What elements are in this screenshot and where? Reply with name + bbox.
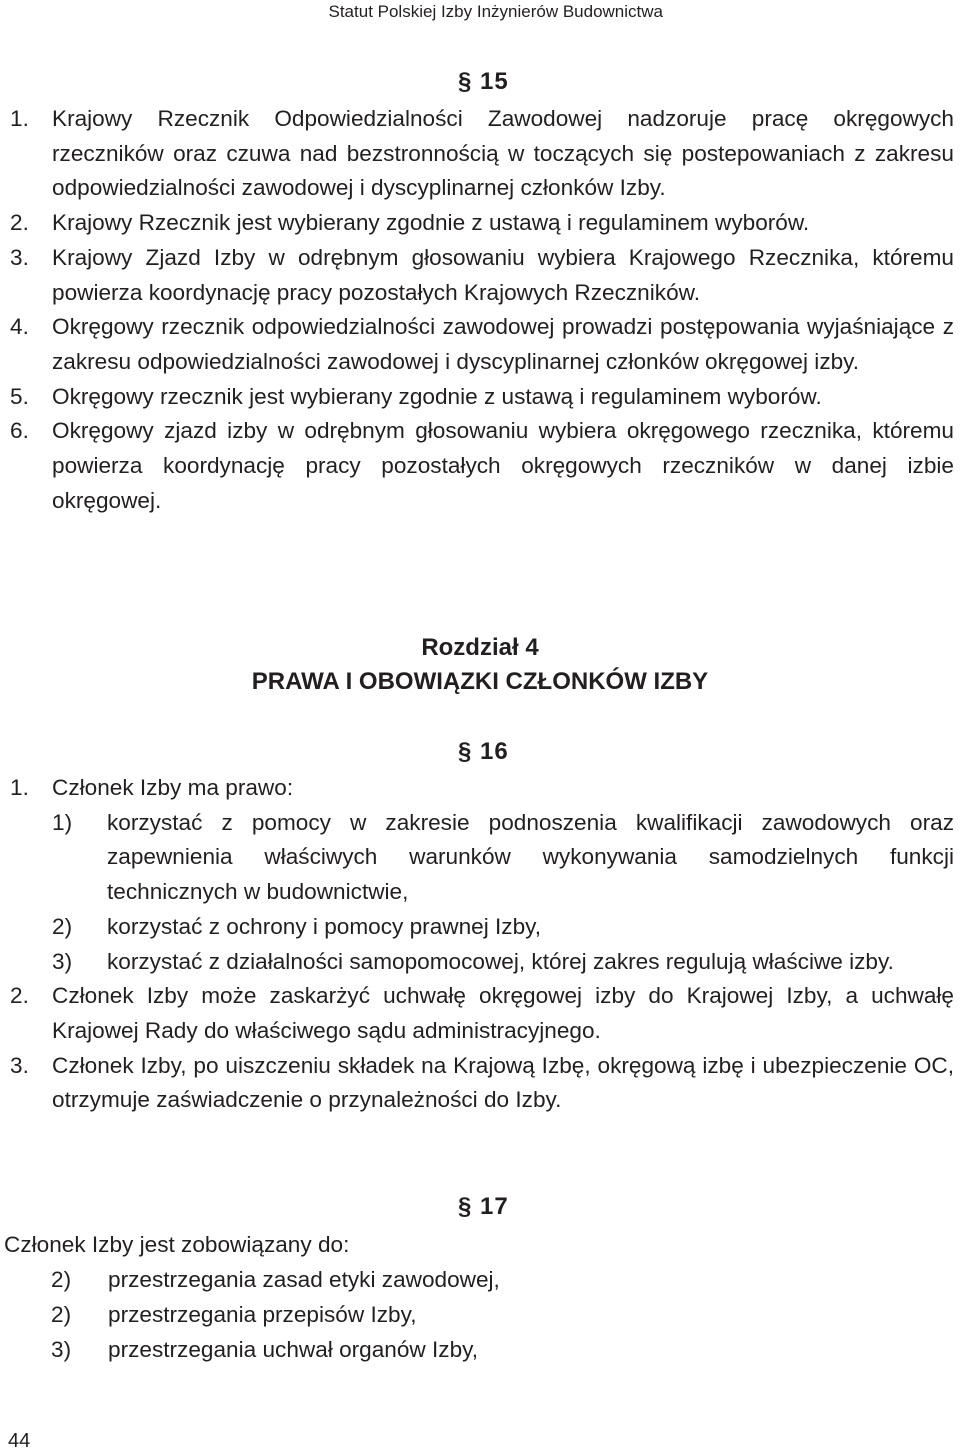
sub-item-text: korzystać z działalności samopomocowej, której zakres regulują właściwe izby. [107, 948, 894, 974]
section-17-heading: § 17 [458, 1193, 509, 1220]
sub-list-item [51, 1332, 500, 1367]
sub-list-item [51, 1297, 500, 1332]
sub-list-item [52, 910, 954, 945]
list-item [10, 310, 954, 379]
running-header: Statut Polskiej Izby Inżynierów Budownictwa [328, 2, 663, 21]
item-number: 3. [10, 244, 29, 270]
item-text: Krajowy Zjazd Izby w odrębnym głosowaniu wybiera Krajowego Rzecznika, któremu powierza koordynację pracy pozostałych Krajowych Rzeczników. [52, 244, 954, 305]
item-number: 1. [10, 106, 29, 131]
sub-item-text: korzystać z ochrony i pomocy prawnej Izby, [107, 913, 542, 939]
item-text: Krajowy Rzecznik jest wybierany zgodnie z ustawą i regulaminem wyborów. [52, 210, 810, 236]
sub-item-number: 2) [52, 913, 73, 939]
item-number: 2. [10, 983, 29, 1009]
section-17-list [51, 1262, 500, 1367]
list-item [10, 771, 954, 806]
chapter-title: PRAWA I OBOWIĄZKI CZŁONKÓW IZBY [251, 668, 709, 695]
item-number: 4. [10, 314, 29, 340]
item-text: Okręgowy rzecznik jest wybierany zgodnie z ustawą i regulaminem wyborów. [52, 383, 822, 409]
sub-item-text: przestrzegania uchwał organów Izby, [108, 1337, 479, 1362]
sub-item-text: przestrzegania przepisów Izby, [108, 1302, 417, 1327]
item-text: Członek Izby ma prawo: [52, 775, 294, 800]
list-item [10, 1049, 954, 1118]
list-item [10, 414, 954, 518]
item-number: 3. [10, 1052, 29, 1078]
chapter-label: Rozdział 4 [421, 634, 539, 661]
sub-item-number: 3) [52, 948, 73, 974]
sub-list-item [51, 1262, 500, 1297]
sub-list-item [52, 806, 954, 910]
list-item [10, 241, 954, 310]
section-16-heading: § 16 [458, 738, 509, 765]
item-number: 2. [10, 210, 29, 236]
item-number: 5. [10, 383, 29, 409]
sub-item-number: 3) [51, 1337, 72, 1362]
section-16-body [10, 771, 954, 1118]
sub-list-item [52, 945, 954, 980]
sub-item-number: 2) [51, 1267, 72, 1292]
page-number: 44 [8, 1430, 31, 1452]
sub-item-text: przestrzegania zasad etyki zawodowej, [108, 1267, 500, 1292]
section-17-intro: Członek Izby jest zobowiązany do: [4, 1232, 350, 1257]
sub-item-number: 2) [51, 1302, 72, 1327]
list-item [10, 206, 954, 241]
sub-item-number: 1) [52, 809, 73, 835]
section-15-body [10, 102, 954, 518]
list-item [10, 102, 954, 206]
sub-item-text: korzystać z pomocy w zakresie podnoszenia kwalifikacji zawodowych oraz zapewnienia właściwych warunków wykonywania samodzielnych funkcji technicznych w budownictwie, [107, 809, 954, 905]
item-text: Członek Izby, po uiszczeniu składek na Krajową Izbę, okręgową izbę i ubezpieczenie OC, otrzymuje zaświadczenie o przynależności do Izby. [52, 1052, 954, 1113]
item-number: 6. [10, 418, 29, 444]
item-text: Okręgowy zjazd izby w odrębnym głosowaniu wybiera okręgowego rzecznika, któremu powierza koordynację pracy pozostałych okręgowych rzeczników w danej izbie okręgowej. [52, 418, 954, 513]
item-text: Okręgowy rzecznik odpowiedzialności zawodowej prowadzi postępowania wyjaśniające z zakresu odpowiedzialności zawodowej i dyscyplinarnej członków okręgowej izby. [52, 314, 954, 374]
item-number: 1. [10, 775, 29, 800]
list-item [10, 979, 954, 1048]
item-text: Członek Izby może zaskarżyć uchwałę okręgowej izby do Krajowej Izby, a uchwałę Krajowej Rady do właściwego sądu administracyjnego. [52, 983, 954, 1043]
list-item [10, 380, 954, 415]
section-15-heading: § 15 [458, 68, 509, 95]
item-text: Krajowy Rzecznik Odpowiedzialności Zawodowej nadzoruje pracę okręgowych rzeczników oraz czuwa nad bezstronnością w toczących się postepowaniach z zakresu odpowiedzialności zawodowej i dyscyplinarnej członków Izby. [52, 106, 954, 201]
